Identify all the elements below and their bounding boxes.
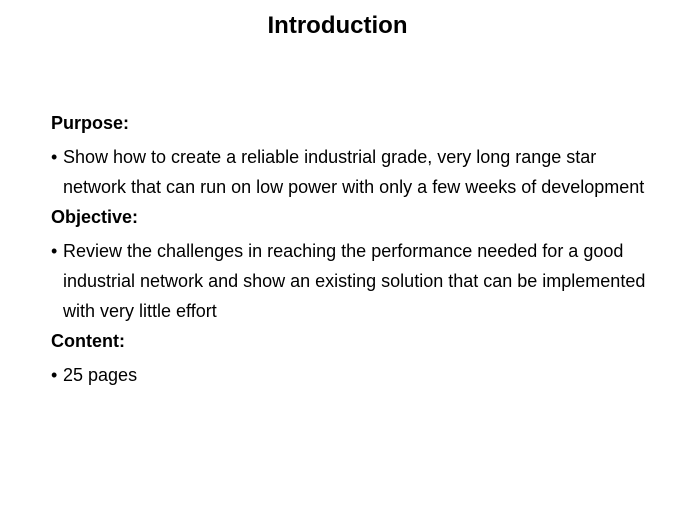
bullet-glyph: • <box>51 365 58 385</box>
objective-bullet-list <box>51 236 651 326</box>
objective-bullet <box>51 236 651 326</box>
purpose-bullet <box>51 142 651 202</box>
objective-heading: Objective: <box>51 207 139 227</box>
purpose-bullet-list <box>51 142 651 202</box>
content-heading: Content: <box>51 331 125 351</box>
bullet-glyph: • <box>51 147 58 167</box>
bullet-glyph: • <box>51 241 58 261</box>
slide-title: Introduction <box>267 12 408 39</box>
content-bullet <box>51 360 651 390</box>
purpose-heading: Purpose: <box>51 113 130 133</box>
objective-bullet-text: Review the challenges in reaching the performance needed for a good industrial network and show an existing solution that can be implemented with very little effort <box>63 241 646 321</box>
purpose-bullet-text: Show how to create a reliable industrial grade, very long range star network that can run on low power with only a few weeks of development <box>63 147 645 197</box>
slide-content <box>51 112 651 398</box>
content-bullet-text: 25 pages <box>63 365 138 385</box>
content-bullet-list <box>51 360 651 390</box>
